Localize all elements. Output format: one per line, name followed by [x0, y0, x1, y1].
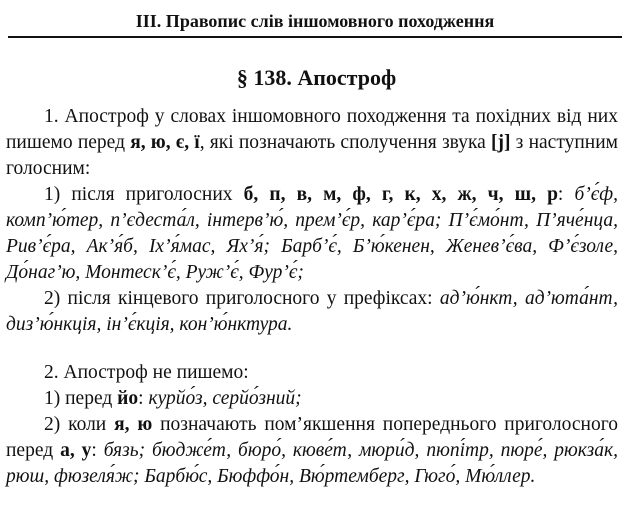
- rule-1-point-2-text: 2) після кінцевого приголосного у префіксах:: [44, 288, 440, 309]
- rule-1-intro-text: 1. Апостроф у словах іншомовного походження та похідних від них пишемо перед: [6, 106, 618, 153]
- rule-1-point-2-examples: ад’ю́нкт, ад’юта́нт, диз’ю́нкція, ін’є́кція, кон’ю́нктура.: [6, 288, 618, 335]
- rule-1-point-1-colon: :: [557, 184, 575, 205]
- rule-2-point-2-text: 2) коли: [44, 414, 115, 435]
- body-text: [6, 104, 618, 490]
- rule-1-intro: [6, 104, 618, 182]
- rule-1-point-1-text: 1) після приголосних: [44, 184, 244, 205]
- rule-2-point-1-text: 1) перед: [44, 388, 118, 409]
- rule-2-point-2-examples: бязь; бюдже́т, бюро́, кюве́т, мюри́д, пюпі́тр, пюре́, рюкза́к, рюш, фюзеля́ж; Барбю́с, Бюффо́н, Вю́ртемберг, Гюго́, Мю́ллер.: [6, 440, 619, 487]
- rule-2-point-2-text-2: позначають пом’якшення попереднього приголосного перед: [6, 414, 618, 461]
- rule-2-point-2-colon: :: [91, 440, 104, 461]
- rule-2-point-2-vowels: а, у: [60, 440, 92, 461]
- rule-2-point-2-letters: я, ю: [114, 414, 153, 435]
- rule-1-point-1-letters: б, п, в, м, ф, г, к, х, ж, ч, ш, р: [243, 184, 558, 205]
- section-title: § 138. Апостроф: [236, 65, 397, 90]
- rule-1-point-1: [6, 182, 618, 286]
- running-header-title: III. Правопис слів іншомовного походження: [135, 11, 495, 31]
- rule-1-point-2: [6, 286, 618, 338]
- rule-1-intro-text-2: , які позначають сполучення звука: [199, 132, 491, 153]
- rule-2-point-2: [6, 412, 618, 490]
- rule-2-point-1: [6, 386, 618, 412]
- rule-2-intro: 2. Апостроф не пишемо:: [44, 362, 249, 383]
- rule-1-sound: [j]: [491, 132, 511, 153]
- rule-1-intro-text-3: з наступним голосним:: [6, 132, 618, 179]
- rule-2-point-1-examples: курйо́з, серйо́зний;: [148, 388, 302, 409]
- rule-1-letters: я, ю, є, ї: [130, 132, 200, 153]
- rule-2-point-1-colon: :: [138, 388, 149, 409]
- running-header: [8, 6, 622, 38]
- rule-2-point-1-letters: йо: [117, 388, 139, 409]
- rule-1-point-1-examples: б’є́ф, комп’ю́тер, п’єдеста́л, інтерв’ю́, прем’є́р, кар’є́ра; П’є́мо́нт, П’яче́нца, Рив’є́ра, Ак’я́б, Іх’я́мас, Ях’я́; Барб’є́, Б’ю́кенен, Женев’є́ва, Ф’є́золе, До́наг’ю, Монтеск’є́, Руж’є́, Фур’є́;: [6, 184, 618, 283]
